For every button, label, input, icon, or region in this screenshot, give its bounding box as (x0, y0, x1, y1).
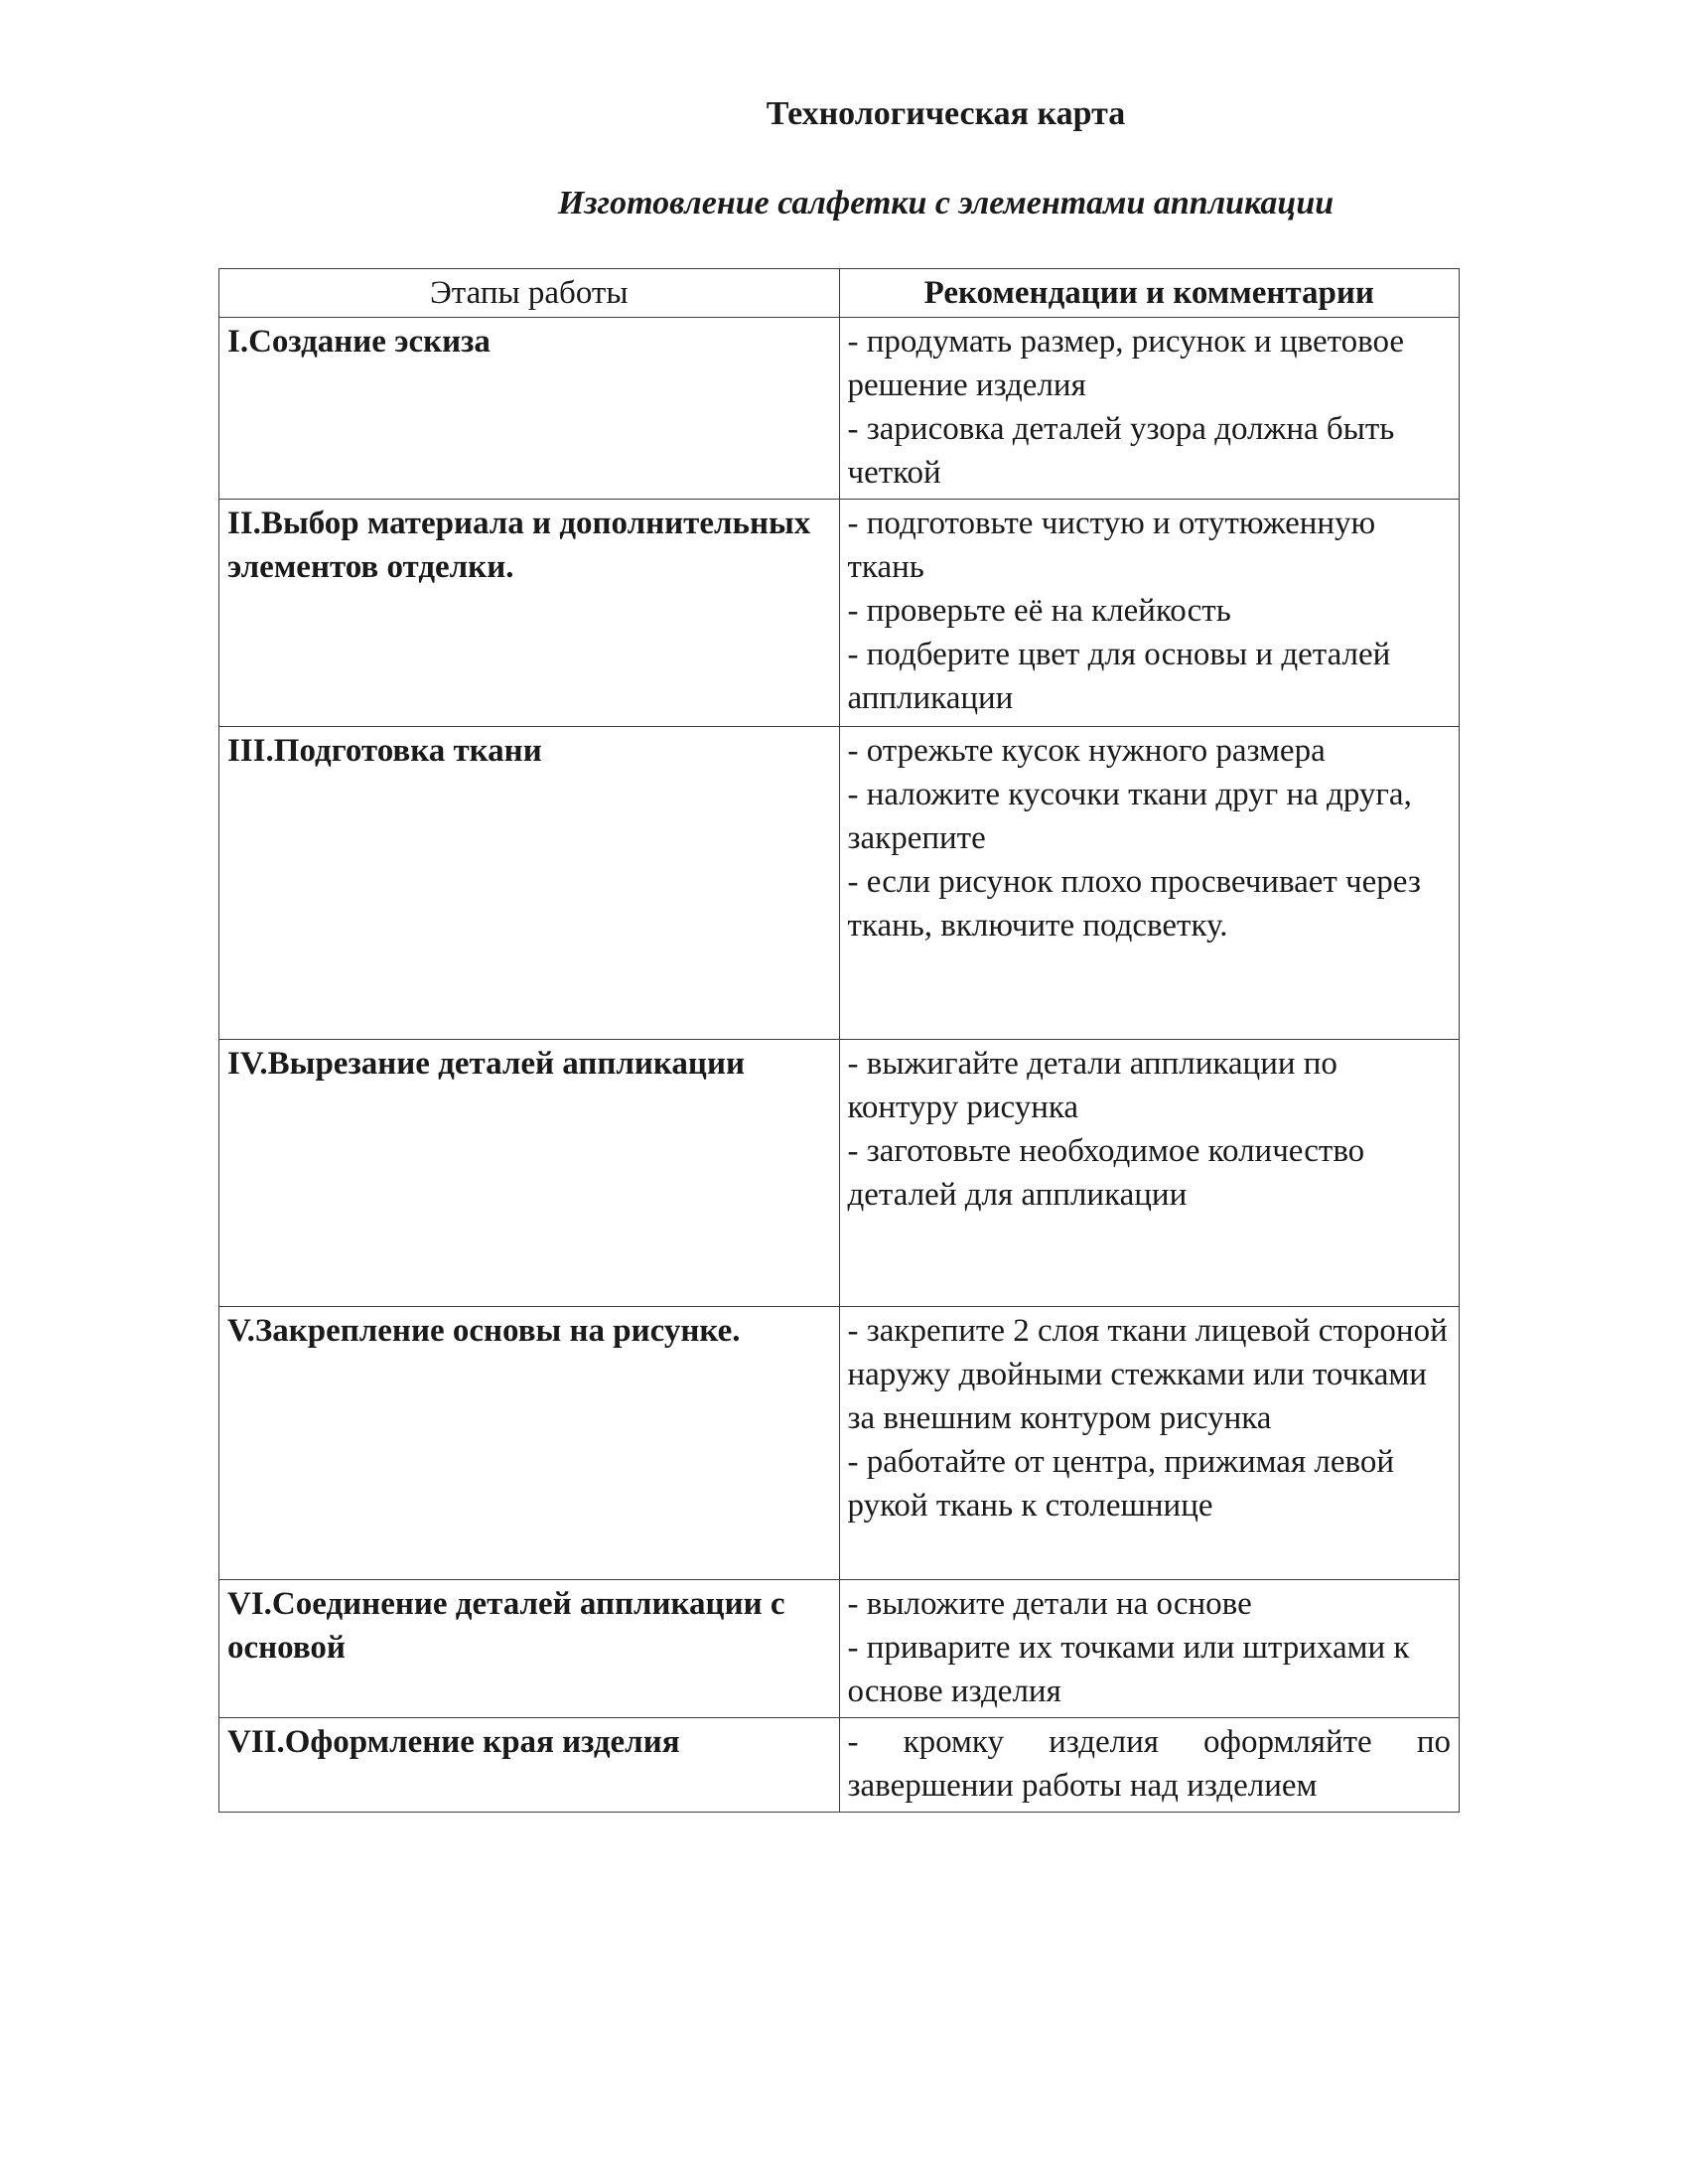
recommendation-item: - зарисовка деталей узора должна быть четкой (847, 411, 1395, 491)
stage-cell: VII.Оформление края изделия (219, 1718, 840, 1813)
recommendation-item: - подберите цвет для основы и деталей аппликации (847, 637, 1391, 716)
recommendation-item: - проверьте её на клейкость (847, 593, 1231, 629)
table-header-row (219, 269, 1460, 318)
recommendations-cell (839, 1307, 1460, 1580)
recommendations-cell (839, 500, 1460, 727)
stage-cell: I.Создание эскиза (219, 318, 840, 500)
recommendation-item: - приварите их точками или штрихами к основе изделия (847, 1630, 1410, 1709)
recommendation-item: - если рисунок плохо просвечивает через ткань, включите подсветку. (847, 864, 1421, 944)
document-subtitle: Изготовление салфетки с элементами аппликации (557, 185, 1335, 221)
table-row (219, 1307, 1460, 1580)
recommendation-item: - кромку изделия оформляйте по завершении работы над изделием (847, 1724, 1451, 1804)
recommendation-item: - закрепите 2 слоя ткани лицевой стороной наружу двойными стежками или точками за внешним контуром рисунка (847, 1313, 1448, 1436)
stage-cell: III.Подготовка ткани (219, 727, 840, 1040)
technology-table (218, 268, 1460, 1813)
recommendation-item: - выжигайте детали аппликации по контуру рисунка (847, 1046, 1337, 1125)
recommendations-cell (839, 1718, 1460, 1813)
recommendations-cell (839, 1580, 1460, 1718)
recommendation-item: - работайте от центра, прижимая левой рукой ткань к столешнице (847, 1444, 1395, 1524)
recommendation-item: - выложите детали на основе (847, 1586, 1252, 1622)
recommendations-cell (839, 1040, 1460, 1307)
table-row (219, 727, 1460, 1040)
recommendation-item: - заготовьте необходимое количество деталей для аппликации (847, 1133, 1365, 1213)
recommendation-item: - отрежьте кусок нужного размера (847, 733, 1326, 769)
recommendations-cell (839, 727, 1460, 1040)
stage-cell: II.Выбор материала и дополнительных элементов отделки. (219, 500, 840, 727)
table-row (219, 1718, 1460, 1813)
recommendation-item: - наложите кусочки ткани друг на друга, закрепите (847, 777, 1412, 856)
table-row (219, 500, 1460, 727)
table-row (219, 1040, 1460, 1307)
stage-cell: VI.Соединение деталей аппликации с основой (219, 1580, 840, 1718)
document-title: Технологическая карта (766, 95, 1126, 132)
table-row (219, 318, 1460, 500)
stage-cell: V.Закрепление основы на рисунке. (219, 1307, 840, 1580)
header-recommendations: Рекомендации и комментарии (839, 269, 1460, 318)
recommendation-item: - продумать размер, рисунок и цветовое решение изделия (847, 324, 1405, 403)
recommendation-item: - подготовьте чистую и отутюженную ткань (847, 506, 1376, 585)
table-row (219, 1580, 1460, 1718)
header-stages: Этапы работы (219, 269, 840, 318)
stage-cell: IV.Вырезание деталей аппликации (219, 1040, 840, 1307)
recommendations-cell (839, 318, 1460, 500)
